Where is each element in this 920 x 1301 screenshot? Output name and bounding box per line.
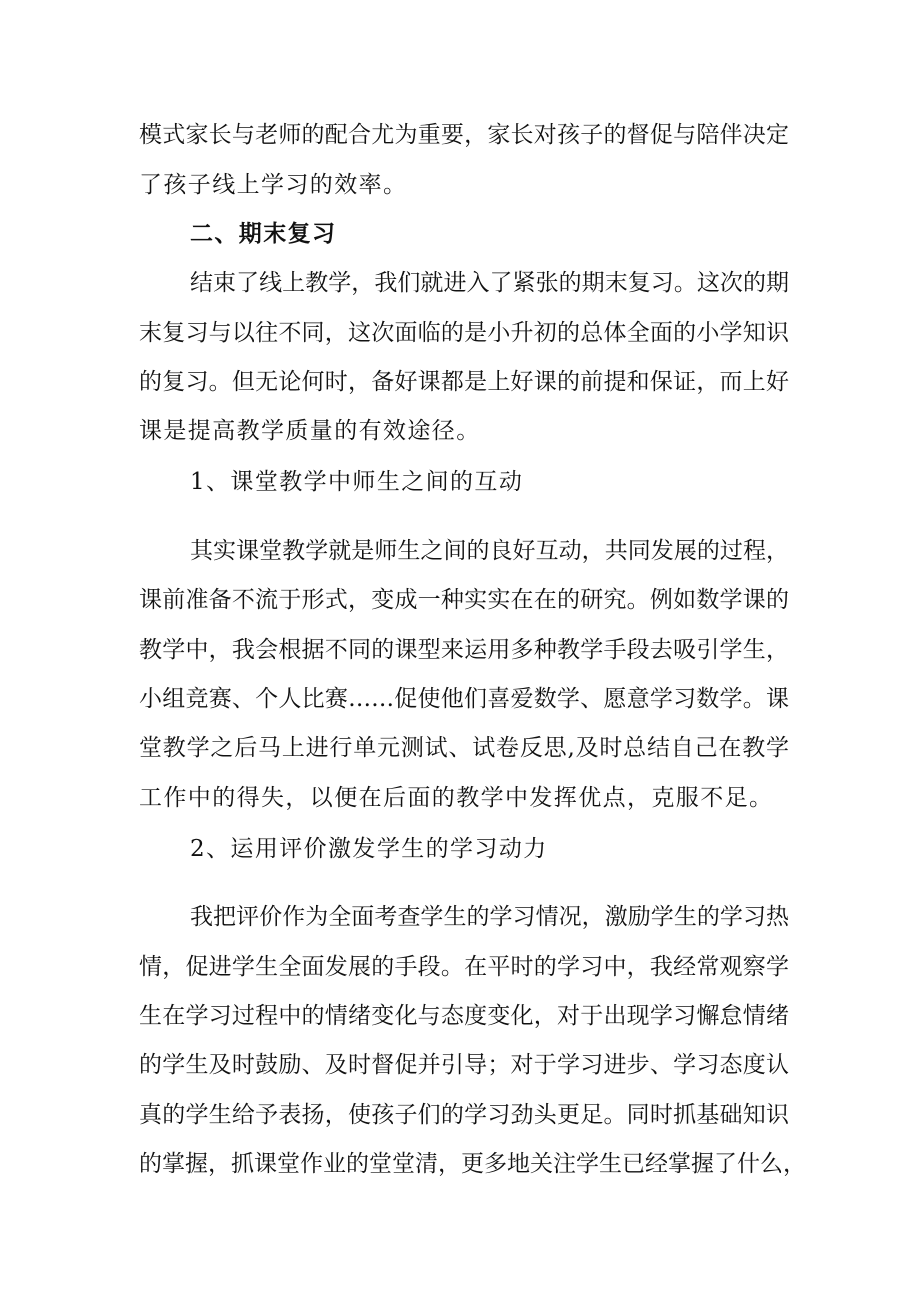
paragraph-line: 教学中，我会根据不同的课型来运用多种教学手段去吸引学生， (139, 637, 789, 663)
subsection-heading: 2、运用评价激发学生的学习动力 (190, 836, 548, 862)
paragraph-line: 真的学生给予表扬，使孩子们的学习劲头更足。同时抓基础知识 (139, 1102, 789, 1128)
paragraph-line: 情，促进学生全面发展的手段。在平时的学习中，我经常观察学 (139, 954, 789, 980)
paragraph-line: 其实课堂教学就是师生之间的良好互动，共同发展的过程， (190, 538, 789, 564)
paragraph-line: 的复习。但无论何时，备好课都是上好课的前提和保证，而上好 (139, 369, 789, 395)
paragraph-line: 小组竞赛、个人比赛……促使他们喜爱数学、愿意学习数学。课 (139, 686, 789, 712)
paragraph-line: 末复习与以往不同，这次面临的是小升初的总体全面的小学知识 (139, 320, 789, 346)
paragraph-line: 结束了线上教学，我们就进入了紧张的期末复习。这次的期 (190, 270, 789, 296)
paragraph-line: 我把评价作为全面考查学生的学习情况，激励学生的学习热 (190, 904, 789, 930)
paragraph-line: 堂教学之后马上进行单元测试、试卷反思,及时总结自己在教学 (139, 735, 789, 761)
paragraph-line: 了孩子线上学习的效率。 (139, 172, 408, 198)
paragraph-line: 生在学习过程中的情绪变化与态度变化，对于出现学习懈怠情绪 (139, 1003, 789, 1029)
paragraph-line: 课前准备不流于形式，变成一种实实在在的研究。例如数学课的 (139, 587, 789, 613)
paragraph-line: 的掌握，抓课堂作业的堂堂清，更多地关注学生已经掌握了什么， (139, 1151, 806, 1177)
section-heading: 二、期末复习 (190, 220, 337, 247)
paragraph-line: 的学生及时鼓励、及时督促并引导；对于学习进步、学习态度认 (139, 1052, 789, 1078)
subsection-heading: 1、课堂教学中师生之间的互动 (190, 469, 524, 495)
paragraph-line: 课是提高教学质量的有效途径。 (139, 418, 481, 444)
paragraph-line: 模式家长与老师的配合尤为重要，家长对孩子的督促与陪伴决定 (139, 122, 789, 148)
paragraph-line: 工作中的得失，以便在后面的教学中发挥优点，克服不足。 (139, 785, 774, 811)
